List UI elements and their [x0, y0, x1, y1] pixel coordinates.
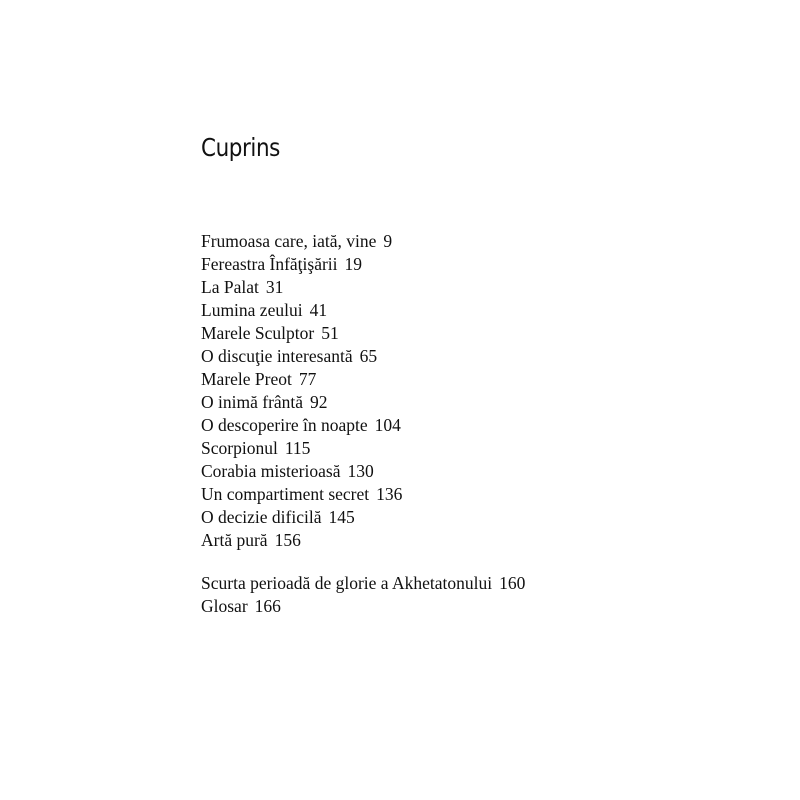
toc-entry — [201, 437, 402, 460]
appendix-list — [201, 572, 525, 618]
toc-entry-page: 130 — [347, 461, 374, 481]
toc-entry-page: 19 — [344, 254, 363, 274]
toc-entry — [201, 299, 402, 322]
toc-entry-title: Marele Preot — [201, 369, 292, 389]
toc-entry — [201, 391, 402, 414]
toc-entry-page: 9 — [383, 231, 393, 251]
toc-entry — [201, 322, 402, 345]
toc-entry-title: Marele Sculptor — [201, 323, 315, 343]
toc-entry — [201, 483, 402, 506]
toc-entry-title: O inimă frântă — [201, 392, 304, 412]
toc-entry-title: Scurta perioadă de glorie a Akhetatonului — [201, 573, 493, 593]
toc-entry-page: 136 — [376, 484, 403, 504]
toc-entry-title: Frumoasa care, iată, vine — [201, 231, 377, 251]
toc-entry-page: 166 — [254, 596, 281, 616]
toc-entry-title: Artă pură — [201, 530, 268, 550]
toc-entry-page: 65 — [359, 346, 378, 366]
toc-entry — [201, 460, 402, 483]
toc-entry-page: 31 — [265, 277, 284, 297]
toc-entry-page: 160 — [499, 573, 526, 593]
toc-entry-title: Fereastra Înfăţişării — [201, 254, 338, 274]
toc-entry-title: La Palat — [201, 277, 259, 297]
toc-entry-page: 104 — [374, 415, 401, 435]
toc-entry — [201, 345, 402, 368]
toc-entry — [201, 414, 402, 437]
toc-entry-page: 41 — [309, 300, 328, 320]
toc-entry-title: O descoperire în noapte — [201, 415, 368, 435]
toc-entry — [201, 253, 402, 276]
toc-entry — [201, 506, 402, 529]
toc-entry-page: 145 — [328, 507, 355, 527]
toc-entry-page: 156 — [274, 530, 301, 550]
toc-entry — [201, 276, 402, 299]
toc-entry-title: Un compartiment secret — [201, 484, 370, 504]
toc-entry-title: Scorpionul — [201, 438, 278, 458]
toc-entry-title: Lumina zeului — [201, 300, 303, 320]
toc-entry-page: 92 — [310, 392, 328, 412]
toc-entry — [201, 230, 402, 253]
toc-entry-page: 51 — [321, 323, 339, 343]
toc-title: Cuprins — [201, 133, 280, 162]
toc-entry — [201, 529, 402, 552]
toc-entry-title: Corabia misterioasă — [201, 461, 341, 481]
toc-entry-title: O discuţie interesantă — [201, 346, 353, 366]
toc-entry — [201, 368, 402, 391]
toc-entry — [201, 595, 525, 618]
toc-entry-page: 115 — [284, 438, 311, 458]
chapter-list — [201, 230, 402, 552]
toc-entry-page: 77 — [298, 369, 317, 389]
toc-entry — [201, 572, 525, 595]
toc-entry-title: O decizie dificilă — [201, 507, 322, 527]
toc-entry-title: Glosar — [201, 596, 248, 616]
